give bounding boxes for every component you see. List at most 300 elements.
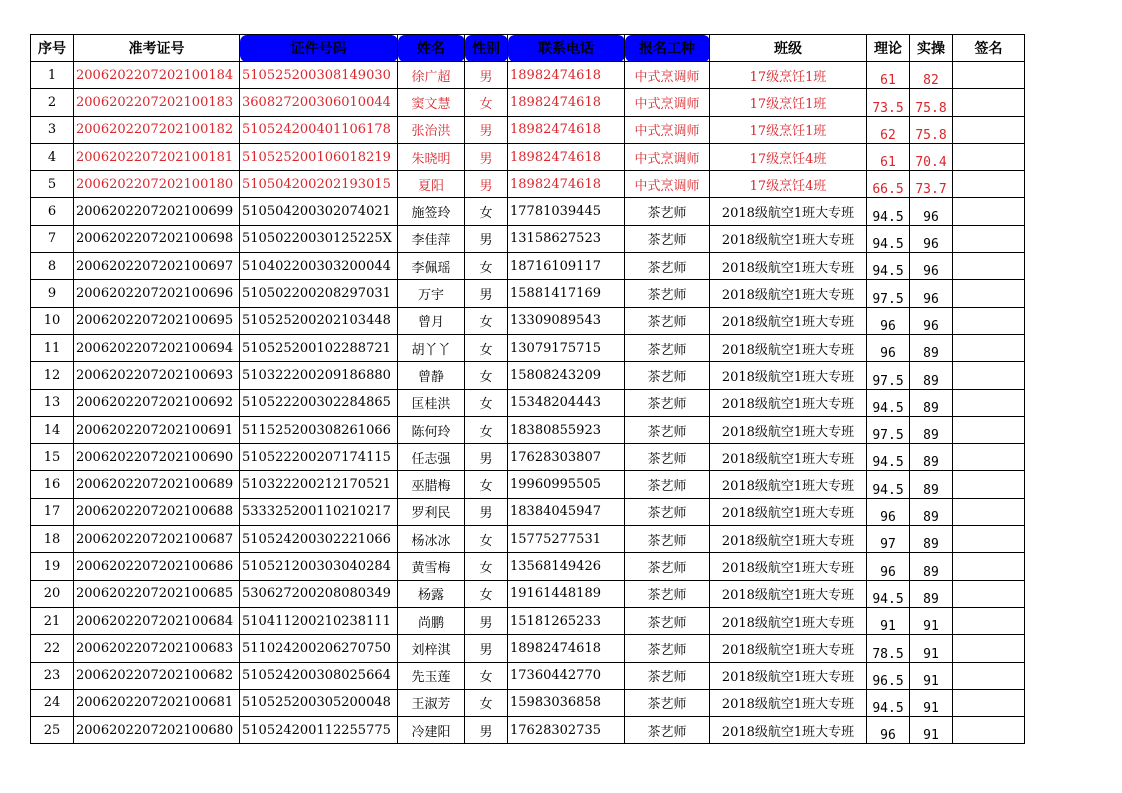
cell-name: 尚鹏 [398, 607, 465, 634]
cell-sign [953, 143, 1025, 170]
header-theory: 理论 [867, 35, 910, 62]
cell-class: 2018级航空1班大专班 [710, 198, 867, 225]
cell-id-no: 510525200202103448 [240, 307, 398, 334]
cell-phone: 18384045947 [508, 498, 625, 525]
cell-job: 茶艺师 [625, 526, 710, 553]
cell-phone: 18982474618 [508, 143, 625, 170]
cell-practice: 89 [910, 444, 953, 471]
cell-name: 曾月 [398, 307, 465, 334]
cell-exam-no: 2006202207202100689 [74, 471, 240, 498]
cell-job: 中式烹调师 [625, 62, 710, 89]
cell-job: 茶艺师 [625, 635, 710, 662]
cell-phone: 18982474618 [508, 171, 625, 198]
cell-theory: 94.5 [867, 253, 910, 280]
cell-job: 茶艺师 [625, 607, 710, 634]
cell-gender: 女 [465, 662, 508, 689]
cell-id-no: 530627200208080349 [240, 580, 398, 607]
cell-gender: 男 [465, 171, 508, 198]
cell-name: 曾静 [398, 362, 465, 389]
cell-class: 17级烹饪4班 [710, 171, 867, 198]
cell-id-no: 510524200302221066 [240, 526, 398, 553]
cell-practice: 89 [910, 580, 953, 607]
table-row [31, 198, 1025, 225]
table-row [31, 607, 1025, 634]
header-sign: 签名 [953, 35, 1025, 62]
cell-phone: 13158627523 [508, 225, 625, 252]
cell-job: 茶艺师 [625, 225, 710, 252]
cell-id-no: 511525200308261066 [240, 416, 398, 443]
cell-id-no: 510525200305200048 [240, 689, 398, 716]
header-practice: 实操 [910, 35, 953, 62]
table-row [31, 253, 1025, 280]
cell-name: 杨冰冰 [398, 526, 465, 553]
table-row [31, 526, 1025, 553]
cell-seq: 15 [31, 444, 74, 471]
cell-theory: 61 [867, 62, 910, 89]
cell-phone: 18982474618 [508, 89, 625, 116]
cell-exam-no: 2006202207202100184 [74, 62, 240, 89]
cell-name: 陈何玲 [398, 416, 465, 443]
cell-sign [953, 389, 1025, 416]
cell-name: 任志强 [398, 444, 465, 471]
cell-theory: 94.5 [867, 689, 910, 716]
cell-name: 胡丫丫 [398, 334, 465, 361]
cell-name: 黄雪梅 [398, 553, 465, 580]
cell-phone: 17628302735 [508, 717, 625, 744]
cell-theory: 94.5 [867, 198, 910, 225]
cell-phone: 15348204443 [508, 389, 625, 416]
cell-class: 2018级航空1班大专班 [710, 553, 867, 580]
cell-sign [953, 334, 1025, 361]
cell-theory: 96.5 [867, 662, 910, 689]
table-row [31, 225, 1025, 252]
cell-seq: 3 [31, 116, 74, 143]
cell-sign [953, 225, 1025, 252]
cell-class: 2018级航空1班大专班 [710, 526, 867, 553]
cell-theory: 66.5 [867, 171, 910, 198]
cell-practice: 96 [910, 253, 953, 280]
cell-class: 17级烹饪1班 [710, 89, 867, 116]
cell-gender: 女 [465, 471, 508, 498]
table-row [31, 553, 1025, 580]
cell-name: 冷建阳 [398, 717, 465, 744]
cell-seq: 1 [31, 62, 74, 89]
cell-phone: 18716109117 [508, 253, 625, 280]
cell-exam-no: 2006202207202100680 [74, 717, 240, 744]
cell-exam-no: 2006202207202100699 [74, 198, 240, 225]
cell-name: 匡桂洪 [398, 389, 465, 416]
table-row [31, 143, 1025, 170]
table-row [31, 362, 1025, 389]
cell-job: 中式烹调师 [625, 171, 710, 198]
cell-class: 2018级航空1班大专班 [710, 689, 867, 716]
cell-id-no: 510525200308149030 [240, 62, 398, 89]
cell-phone: 17628303807 [508, 444, 625, 471]
cell-theory: 97 [867, 526, 910, 553]
roster-table [30, 34, 1025, 744]
cell-phone: 18982474618 [508, 62, 625, 89]
cell-id-no: 511024200206270750 [240, 635, 398, 662]
table-row [31, 580, 1025, 607]
cell-exam-no: 2006202207202100685 [74, 580, 240, 607]
cell-exam-no: 2006202207202100691 [74, 416, 240, 443]
cell-gender: 男 [465, 717, 508, 744]
cell-exam-no: 2006202207202100696 [74, 280, 240, 307]
cell-theory: 96 [867, 334, 910, 361]
table-row [31, 89, 1025, 116]
cell-exam-no: 2006202207202100182 [74, 116, 240, 143]
cell-name: 徐广超 [398, 62, 465, 89]
table-row [31, 334, 1025, 361]
cell-sign [953, 89, 1025, 116]
cell-job: 茶艺师 [625, 553, 710, 580]
cell-practice: 91 [910, 607, 953, 634]
cell-job: 茶艺师 [625, 689, 710, 716]
cell-seq: 7 [31, 225, 74, 252]
cell-id-no: 510502200208297031 [240, 280, 398, 307]
cell-seq: 20 [31, 580, 74, 607]
cell-id-no: 510524200112255775 [240, 717, 398, 744]
cell-theory: 96 [867, 498, 910, 525]
cell-sign [953, 444, 1025, 471]
cell-practice: 89 [910, 471, 953, 498]
cell-sign [953, 116, 1025, 143]
cell-job: 茶艺师 [625, 444, 710, 471]
cell-exam-no: 2006202207202100180 [74, 171, 240, 198]
header-row [31, 35, 1025, 62]
cell-phone: 19161448189 [508, 580, 625, 607]
cell-phone: 13079175715 [508, 334, 625, 361]
cell-phone: 15808243209 [508, 362, 625, 389]
cell-practice: 91 [910, 689, 953, 716]
cell-name: 施签玲 [398, 198, 465, 225]
cell-exam-no: 2006202207202100693 [74, 362, 240, 389]
cell-practice: 96 [910, 198, 953, 225]
cell-phone: 15983036858 [508, 689, 625, 716]
cell-seq: 8 [31, 253, 74, 280]
cell-name: 万宇 [398, 280, 465, 307]
table-row [31, 171, 1025, 198]
cell-sign [953, 198, 1025, 225]
cell-gender: 女 [465, 580, 508, 607]
cell-sign [953, 253, 1025, 280]
cell-job: 茶艺师 [625, 662, 710, 689]
table-body [31, 62, 1025, 744]
cell-gender: 女 [465, 253, 508, 280]
cell-seq: 23 [31, 662, 74, 689]
cell-gender: 男 [465, 143, 508, 170]
cell-job: 中式烹调师 [625, 143, 710, 170]
cell-seq: 17 [31, 498, 74, 525]
cell-theory: 61 [867, 143, 910, 170]
cell-job: 茶艺师 [625, 334, 710, 361]
cell-practice: 75.8 [910, 116, 953, 143]
cell-sign [953, 62, 1025, 89]
cell-seq: 11 [31, 334, 74, 361]
cell-id-no: 533325200110210217 [240, 498, 398, 525]
cell-seq: 14 [31, 416, 74, 443]
cell-job: 茶艺师 [625, 580, 710, 607]
cell-name: 王淑芳 [398, 689, 465, 716]
cell-phone: 17781039445 [508, 198, 625, 225]
cell-job: 茶艺师 [625, 389, 710, 416]
cell-class: 17级烹饪4班 [710, 143, 867, 170]
cell-sign [953, 416, 1025, 443]
cell-id-no: 510522200302284865 [240, 389, 398, 416]
cell-practice: 89 [910, 362, 953, 389]
cell-phone: 17360442770 [508, 662, 625, 689]
cell-class: 2018级航空1班大专班 [710, 280, 867, 307]
cell-seq: 16 [31, 471, 74, 498]
table-row [31, 389, 1025, 416]
table-row [31, 662, 1025, 689]
cell-gender: 女 [465, 362, 508, 389]
cell-job: 茶艺师 [625, 362, 710, 389]
cell-name: 李佳萍 [398, 225, 465, 252]
cell-id-no: 510504200302074021 [240, 198, 398, 225]
cell-id-no: 510524200401106178 [240, 116, 398, 143]
table-row [31, 498, 1025, 525]
table-row [31, 280, 1025, 307]
cell-theory: 96 [867, 553, 910, 580]
cell-practice: 89 [910, 334, 953, 361]
cell-sign [953, 607, 1025, 634]
cell-theory: 94.5 [867, 389, 910, 416]
cell-class: 2018级航空1班大专班 [710, 471, 867, 498]
cell-sign [953, 689, 1025, 716]
cell-practice: 73.7 [910, 171, 953, 198]
cell-exam-no: 2006202207202100686 [74, 553, 240, 580]
cell-gender: 女 [465, 526, 508, 553]
cell-phone: 13309089543 [508, 307, 625, 334]
cell-job: 茶艺师 [625, 307, 710, 334]
cell-theory: 97.5 [867, 280, 910, 307]
table-row [31, 307, 1025, 334]
cell-seq: 13 [31, 389, 74, 416]
cell-exam-no: 2006202207202100694 [74, 334, 240, 361]
cell-practice: 82 [910, 62, 953, 89]
cell-id-no: 510402200303200044 [240, 253, 398, 280]
cell-seq: 12 [31, 362, 74, 389]
cell-seq: 25 [31, 717, 74, 744]
cell-theory: 94.5 [867, 471, 910, 498]
cell-id-no: 510525200106018219 [240, 143, 398, 170]
cell-seq: 6 [31, 198, 74, 225]
table-row [31, 116, 1025, 143]
cell-exam-no: 2006202207202100692 [74, 389, 240, 416]
cell-exam-no: 2006202207202100690 [74, 444, 240, 471]
cell-name: 朱晓明 [398, 143, 465, 170]
cell-theory: 94.5 [867, 444, 910, 471]
header-exam-no: 准考证号 [74, 35, 240, 62]
cell-theory: 94.5 [867, 580, 910, 607]
cell-name: 刘梓淇 [398, 635, 465, 662]
cell-name: 杨露 [398, 580, 465, 607]
cell-job: 中式烹调师 [625, 116, 710, 143]
cell-gender: 女 [465, 416, 508, 443]
cell-phone: 19960995505 [508, 471, 625, 498]
cell-gender: 男 [465, 116, 508, 143]
cell-exam-no: 2006202207202100688 [74, 498, 240, 525]
cell-gender: 男 [465, 607, 508, 634]
cell-practice: 96 [910, 225, 953, 252]
cell-class: 17级烹饪1班 [710, 62, 867, 89]
cell-exam-no: 2006202207202100687 [74, 526, 240, 553]
header-id-no: 证件号码 [240, 35, 398, 62]
cell-name: 罗利民 [398, 498, 465, 525]
cell-exam-no: 2006202207202100697 [74, 253, 240, 280]
cell-class: 2018级航空1班大专班 [710, 253, 867, 280]
cell-practice: 96 [910, 280, 953, 307]
cell-practice: 91 [910, 635, 953, 662]
cell-class: 17级烹饪1班 [710, 116, 867, 143]
table-row [31, 717, 1025, 744]
cell-seq: 24 [31, 689, 74, 716]
cell-seq: 22 [31, 635, 74, 662]
cell-theory: 96 [867, 717, 910, 744]
cell-exam-no: 2006202207202100684 [74, 607, 240, 634]
cell-gender: 女 [465, 307, 508, 334]
cell-sign [953, 471, 1025, 498]
cell-gender: 女 [465, 334, 508, 361]
cell-job: 茶艺师 [625, 198, 710, 225]
cell-class: 2018级航空1班大专班 [710, 416, 867, 443]
header-name: 姓名 [398, 35, 465, 62]
cell-practice: 70.4 [910, 143, 953, 170]
cell-class: 2018级航空1班大专班 [710, 362, 867, 389]
cell-theory: 94.5 [867, 225, 910, 252]
cell-exam-no: 2006202207202100183 [74, 89, 240, 116]
cell-class: 2018级航空1班大专班 [710, 580, 867, 607]
table-row [31, 471, 1025, 498]
header-gender: 性别 [465, 35, 508, 62]
cell-class: 2018级航空1班大专班 [710, 307, 867, 334]
cell-class: 2018级航空1班大专班 [710, 717, 867, 744]
cell-gender: 女 [465, 89, 508, 116]
cell-job: 茶艺师 [625, 498, 710, 525]
cell-id-no: 510524200308025664 [240, 662, 398, 689]
cell-class: 2018级航空1班大专班 [710, 635, 867, 662]
cell-exam-no: 2006202207202100181 [74, 143, 240, 170]
header-phone: 联系电话 [508, 35, 625, 62]
cell-seq: 10 [31, 307, 74, 334]
cell-gender: 女 [465, 689, 508, 716]
table-row [31, 416, 1025, 443]
cell-name: 窦文慧 [398, 89, 465, 116]
cell-exam-no: 2006202207202100681 [74, 689, 240, 716]
cell-theory: 73.5 [867, 89, 910, 116]
cell-seq: 18 [31, 526, 74, 553]
cell-sign [953, 580, 1025, 607]
cell-gender: 男 [465, 280, 508, 307]
cell-job: 茶艺师 [625, 717, 710, 744]
cell-seq: 19 [31, 553, 74, 580]
table-row [31, 689, 1025, 716]
cell-phone: 18982474618 [508, 116, 625, 143]
cell-practice: 89 [910, 498, 953, 525]
cell-sign [953, 717, 1025, 744]
cell-theory: 97.5 [867, 362, 910, 389]
cell-sign [953, 553, 1025, 580]
header-seq: 序号 [31, 35, 74, 62]
cell-theory: 78.5 [867, 635, 910, 662]
cell-gender: 男 [465, 225, 508, 252]
cell-gender: 男 [465, 62, 508, 89]
cell-id-no: 51050220030125225X [240, 225, 398, 252]
cell-exam-no: 2006202207202100682 [74, 662, 240, 689]
cell-gender: 女 [465, 389, 508, 416]
cell-gender: 男 [465, 444, 508, 471]
cell-theory: 97.5 [867, 416, 910, 443]
cell-seq: 2 [31, 89, 74, 116]
cell-theory: 91 [867, 607, 910, 634]
cell-theory: 96 [867, 307, 910, 334]
cell-name: 李佩瑶 [398, 253, 465, 280]
cell-practice: 89 [910, 526, 953, 553]
table-row [31, 444, 1025, 471]
cell-practice: 89 [910, 553, 953, 580]
cell-practice: 89 [910, 389, 953, 416]
cell-phone: 15881417169 [508, 280, 625, 307]
cell-id-no: 510322200209186880 [240, 362, 398, 389]
cell-practice: 75.8 [910, 89, 953, 116]
cell-id-no: 510504200202193015 [240, 171, 398, 198]
cell-sign [953, 307, 1025, 334]
cell-sign [953, 526, 1025, 553]
cell-name: 夏阳 [398, 171, 465, 198]
header-job: 报名工种 [625, 35, 710, 62]
cell-class: 2018级航空1班大专班 [710, 444, 867, 471]
cell-job: 茶艺师 [625, 280, 710, 307]
cell-job: 中式烹调师 [625, 89, 710, 116]
cell-id-no: 510521200303040284 [240, 553, 398, 580]
cell-sign [953, 171, 1025, 198]
cell-exam-no: 2006202207202100698 [74, 225, 240, 252]
cell-id-no: 510525200102288721 [240, 334, 398, 361]
cell-exam-no: 2006202207202100695 [74, 307, 240, 334]
cell-phone: 15181265233 [508, 607, 625, 634]
cell-practice: 89 [910, 416, 953, 443]
cell-theory: 62 [867, 116, 910, 143]
table-row [31, 62, 1025, 89]
cell-seq: 21 [31, 607, 74, 634]
cell-job: 茶艺师 [625, 253, 710, 280]
cell-name: 先玉莲 [398, 662, 465, 689]
cell-id-no: 360827200306010044 [240, 89, 398, 116]
header-class: 班级 [710, 35, 867, 62]
cell-phone: 13568149426 [508, 553, 625, 580]
cell-gender: 女 [465, 553, 508, 580]
cell-seq: 5 [31, 171, 74, 198]
cell-id-no: 510522200207174115 [240, 444, 398, 471]
cell-phone: 18380855923 [508, 416, 625, 443]
cell-sign [953, 498, 1025, 525]
table-row [31, 635, 1025, 662]
cell-exam-no: 2006202207202100683 [74, 635, 240, 662]
cell-practice: 91 [910, 717, 953, 744]
cell-seq: 9 [31, 280, 74, 307]
cell-class: 2018级航空1班大专班 [710, 607, 867, 634]
cell-practice: 96 [910, 307, 953, 334]
cell-gender: 男 [465, 635, 508, 662]
cell-class: 2018级航空1班大专班 [710, 662, 867, 689]
cell-phone: 15775277531 [508, 526, 625, 553]
cell-job: 茶艺师 [625, 471, 710, 498]
cell-class: 2018级航空1班大专班 [710, 225, 867, 252]
cell-seq: 4 [31, 143, 74, 170]
cell-id-no: 510411200210238111 [240, 607, 398, 634]
cell-gender: 男 [465, 498, 508, 525]
